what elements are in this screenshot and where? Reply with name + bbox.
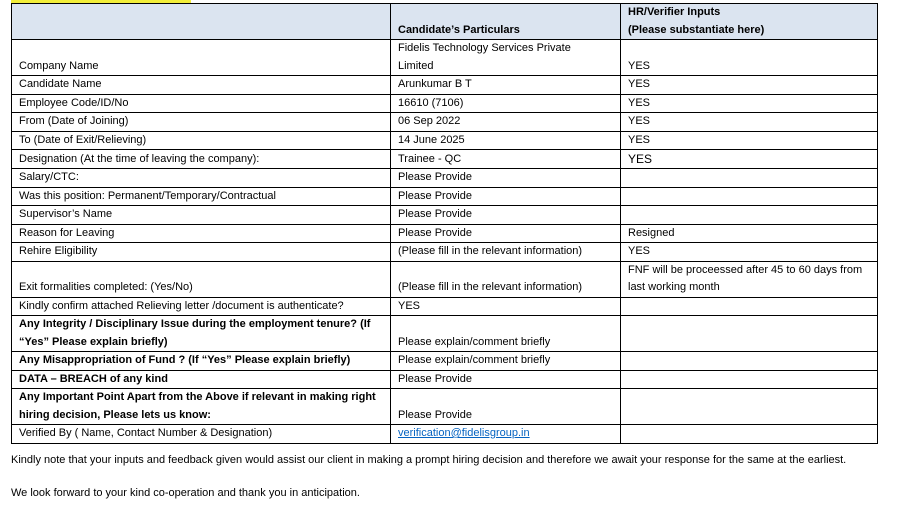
row-label-line1: Any Integrity / Disciplinary Issue during the employment tenure? (If [19, 318, 371, 330]
header-blank-cell [12, 4, 391, 40]
header-hr-line1: HR/Verifier Inputs [628, 6, 721, 18]
table-row [12, 150, 878, 169]
row-particular: 14 June 2025 [391, 131, 621, 150]
row-input[interactable] [621, 352, 878, 371]
table-row [12, 40, 878, 76]
row-particular [391, 425, 621, 444]
table-row [12, 131, 878, 150]
row-label: Any Misappropriation of Fund ? (If “Yes” Please explain briefly) [12, 352, 391, 371]
row-input[interactable]: YES [621, 40, 878, 76]
table-row [12, 187, 878, 206]
row-input[interactable] [621, 187, 878, 206]
table-row [12, 389, 878, 425]
header-hr-line2: (Please substantiate here) [628, 23, 765, 36]
row-input[interactable]: Resigned [621, 224, 878, 243]
row-particular: YES [391, 297, 621, 316]
row-particular: Please Provide [391, 224, 621, 243]
row-input[interactable] [621, 297, 878, 316]
row-particular: Trainee - QC [391, 150, 621, 169]
row-particular: 16610 (7106) [391, 94, 621, 113]
row-input[interactable]: YES [621, 131, 878, 150]
table-row [12, 224, 878, 243]
table-row [12, 297, 878, 316]
row-input[interactable]: YES [621, 243, 878, 262]
row-particular [391, 40, 621, 76]
row-particular: (Please fill in the relevant information) [391, 261, 621, 297]
table-row [12, 94, 878, 113]
table-row [12, 113, 878, 132]
row-particular: Please Provide [391, 370, 621, 389]
row-input[interactable] [621, 206, 878, 225]
table-row [12, 352, 878, 371]
table-row [12, 169, 878, 188]
row-particular: Please Provide [391, 187, 621, 206]
row-particular: Arunkumar B T [391, 76, 621, 95]
row-label: Rehire Eligibility [12, 243, 391, 262]
row-input[interactable] [621, 389, 878, 425]
row-particular-line1: Fidelis Technology Services Private [398, 42, 571, 54]
row-label-line2: “Yes” Please explain briefly) [19, 335, 168, 348]
row-label: Designation (At the time of leaving the company): [12, 150, 391, 169]
row-label [12, 316, 391, 352]
row-label: Supervisor’s Name [12, 206, 391, 225]
verification-email-link[interactable]: verification@fidelisgroup.in [398, 427, 530, 439]
row-particular-line2: Limited [398, 59, 434, 72]
row-label-line2: hiring decision, Please lets us know: [19, 408, 211, 421]
table-row [12, 76, 878, 95]
row-input[interactable] [621, 169, 878, 188]
row-input[interactable] [621, 261, 878, 297]
table-row [12, 316, 878, 352]
row-label [12, 389, 391, 425]
header-hr-verifier-inputs [621, 4, 878, 40]
table-row [12, 261, 878, 297]
row-particular: Please Provide [391, 389, 621, 425]
table-row [12, 206, 878, 225]
row-label: Employee Code/ID/No [12, 94, 391, 113]
row-particular: 06 Sep 2022 [391, 113, 621, 132]
row-label: Verified By ( Name, Contact Number & Designation) [12, 425, 391, 444]
row-particular: Please explain/comment briefly [391, 352, 621, 371]
note-thank-you: We look forward to your kind co-operation and thank you in anticipation. [11, 487, 360, 499]
row-input-line1: FNF will be proceessed after 45 to 60 days from [628, 263, 863, 276]
row-label: Exit formalities completed: (Yes/No) [12, 261, 391, 297]
row-label: DATA – BREACH of any kind [12, 370, 391, 389]
row-label: Salary/CTC: [12, 169, 391, 188]
row-label: To (Date of Exit/Relieving) [12, 131, 391, 150]
table-header-row [12, 4, 878, 40]
row-label: From (Date of Joining) [12, 113, 391, 132]
row-input[interactable] [621, 370, 878, 389]
row-particular: (Please fill in the relevant information) [391, 243, 621, 262]
row-input[interactable] [621, 425, 878, 444]
row-particular: Please explain/comment briefly [391, 316, 621, 352]
table-row [12, 425, 878, 444]
row-input[interactable]: YES [621, 113, 878, 132]
row-input[interactable]: YES [621, 94, 878, 113]
row-particular: Please Provide [391, 206, 621, 225]
row-particular: Please Provide [391, 169, 621, 188]
table-row [12, 243, 878, 262]
row-label-line1: Any Important Point Apart from the Above if relevant in making right [19, 391, 376, 403]
row-label: Candidate Name [12, 76, 391, 95]
row-label: Reason for Leaving [12, 224, 391, 243]
row-label: Was this position: Permanent/Temporary/Contractual [12, 187, 391, 206]
row-label: Kindly confirm attached Relieving letter /document is authenticate? [12, 297, 391, 316]
note-inputs-feedback: Kindly note that your inputs and feedback given would assist our client in making a prompt hiring decision and therefore we await your response for the same at the earliest. [11, 454, 847, 466]
row-label: Company Name [12, 40, 391, 76]
row-input[interactable]: YES [621, 76, 878, 95]
verification-form-table [11, 3, 878, 444]
row-input-line2: last working month [628, 281, 720, 293]
header-candidate-particulars: Candidate’s Particulars [391, 4, 621, 40]
table-row [12, 370, 878, 389]
row-input[interactable]: YES [621, 150, 878, 169]
row-input[interactable] [621, 316, 878, 352]
